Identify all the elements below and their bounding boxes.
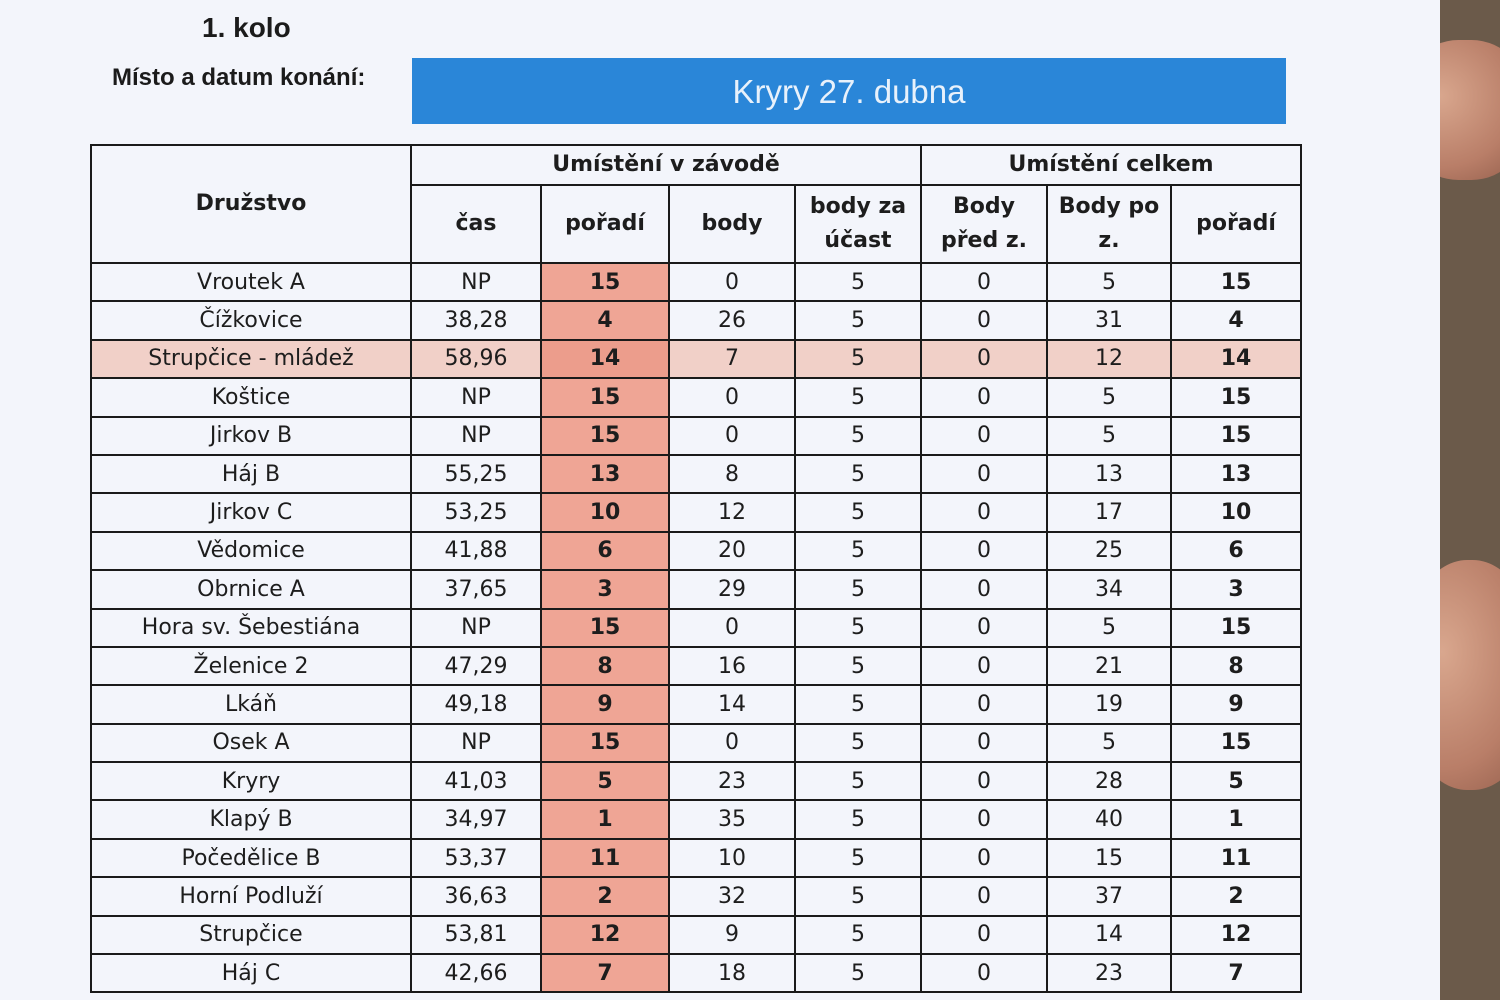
race-rank-cell: 5 [541, 762, 669, 800]
team-cell: Obrnice A [91, 570, 411, 608]
participation-points-cell: 5 [795, 762, 921, 800]
points-cell: 9 [669, 916, 795, 954]
table-row [91, 800, 1301, 838]
points-cell: 0 [669, 378, 795, 416]
table-row [91, 609, 1301, 647]
points-cell: 0 [669, 724, 795, 762]
total-rank-cell: 10 [1171, 493, 1301, 531]
race-rank-cell: 12 [541, 916, 669, 954]
total-rank-cell: 1 [1171, 800, 1301, 838]
points-after-cell: 23 [1047, 954, 1171, 992]
time-cell: 42,66 [411, 954, 541, 992]
points-before-cell: 0 [921, 417, 1047, 455]
team-cell: Jirkov B [91, 417, 411, 455]
points-cell: 32 [669, 877, 795, 915]
team-cell: Horní Podluží [91, 877, 411, 915]
team-cell: Počedělice B [91, 839, 411, 877]
points-after-cell: 5 [1047, 609, 1171, 647]
team-cell: Strupčice [91, 916, 411, 954]
participation-points-cell: 5 [795, 609, 921, 647]
points-cell: 12 [669, 493, 795, 531]
time-cell: NP [411, 609, 541, 647]
points-before-cell: 0 [921, 762, 1047, 800]
total-rank-cell: 5 [1171, 762, 1301, 800]
col-header-body-pred: Body před z. [921, 185, 1047, 263]
points-cell: 0 [669, 609, 795, 647]
race-rank-cell: 9 [541, 685, 669, 723]
team-cell: Háj B [91, 455, 411, 493]
points-cell: 23 [669, 762, 795, 800]
total-rank-cell: 9 [1171, 685, 1301, 723]
place-banner: Kryry 27. dubna [412, 58, 1286, 124]
race-rank-cell: 13 [541, 455, 669, 493]
points-after-cell: 5 [1047, 263, 1171, 301]
participation-points-cell: 5 [795, 800, 921, 838]
table-row [91, 954, 1301, 992]
time-cell: 49,18 [411, 685, 541, 723]
table-row [91, 532, 1301, 570]
race-rank-cell: 14 [541, 340, 669, 378]
time-cell: NP [411, 724, 541, 762]
points-after-cell: 31 [1047, 301, 1171, 339]
team-cell: Háj C [91, 954, 411, 992]
participation-points-cell: 5 [795, 532, 921, 570]
time-cell: 41,88 [411, 532, 541, 570]
team-cell: Lkáň [91, 685, 411, 723]
points-before-cell: 0 [921, 800, 1047, 838]
time-cell: 53,37 [411, 839, 541, 877]
participation-points-cell: 5 [795, 340, 921, 378]
total-rank-cell: 4 [1171, 301, 1301, 339]
col-header-body-ucast: body za účast [795, 185, 921, 263]
participation-points-cell: 5 [795, 916, 921, 954]
total-rank-cell: 7 [1171, 954, 1301, 992]
team-cell: Koštice [91, 378, 411, 416]
points-before-cell: 0 [921, 493, 1047, 531]
race-rank-cell: 11 [541, 839, 669, 877]
race-rank-cell: 10 [541, 493, 669, 531]
team-cell: Želenice 2 [91, 647, 411, 685]
total-rank-cell: 2 [1171, 877, 1301, 915]
race-rank-cell: 15 [541, 378, 669, 416]
total-rank-cell: 3 [1171, 570, 1301, 608]
place-label: Místo a datum konání: [112, 64, 366, 91]
points-cell: 20 [669, 532, 795, 570]
participation-points-cell: 5 [795, 724, 921, 762]
race-rank-cell: 15 [541, 609, 669, 647]
points-after-cell: 5 [1047, 724, 1171, 762]
race-rank-cell: 3 [541, 570, 669, 608]
total-rank-cell: 14 [1171, 340, 1301, 378]
table-row [91, 647, 1301, 685]
race-rank-cell: 7 [541, 954, 669, 992]
time-cell: 47,29 [411, 647, 541, 685]
time-cell: 38,28 [411, 301, 541, 339]
team-cell: Osek A [91, 724, 411, 762]
points-cell: 14 [669, 685, 795, 723]
results-table [90, 144, 1302, 993]
points-cell: 7 [669, 340, 795, 378]
participation-points-cell: 5 [795, 647, 921, 685]
points-after-cell: 40 [1047, 800, 1171, 838]
race-rank-cell: 2 [541, 877, 669, 915]
points-before-cell: 0 [921, 301, 1047, 339]
points-cell: 26 [669, 301, 795, 339]
total-rank-cell: 15 [1171, 724, 1301, 762]
team-cell: Vědomice [91, 532, 411, 570]
table-row [91, 493, 1301, 531]
points-before-cell: 0 [921, 685, 1047, 723]
points-after-cell: 5 [1047, 378, 1171, 416]
points-cell: 29 [669, 570, 795, 608]
results-body [91, 263, 1301, 992]
col-header-body-po: Body po z. [1047, 185, 1171, 263]
total-rank-cell: 12 [1171, 916, 1301, 954]
table-row [91, 455, 1301, 493]
team-cell: Kryry [91, 762, 411, 800]
participation-points-cell: 5 [795, 378, 921, 416]
total-rank-cell: 15 [1171, 378, 1301, 416]
points-before-cell: 0 [921, 839, 1047, 877]
race-rank-cell: 1 [541, 800, 669, 838]
total-rank-cell: 8 [1171, 647, 1301, 685]
race-rank-cell: 15 [541, 724, 669, 762]
time-cell: 58,96 [411, 340, 541, 378]
table-row [91, 877, 1301, 915]
table-row [91, 685, 1301, 723]
points-cell: 10 [669, 839, 795, 877]
table-row [91, 263, 1301, 301]
points-before-cell: 0 [921, 647, 1047, 685]
time-cell: NP [411, 378, 541, 416]
points-cell: 8 [669, 455, 795, 493]
time-cell: 37,65 [411, 570, 541, 608]
time-cell: 36,63 [411, 877, 541, 915]
points-before-cell: 0 [921, 916, 1047, 954]
participation-points-cell: 5 [795, 685, 921, 723]
race-rank-cell: 6 [541, 532, 669, 570]
table-row [91, 762, 1301, 800]
team-cell: Jirkov C [91, 493, 411, 531]
team-cell: Strupčice - mládež [91, 340, 411, 378]
col-header-body: body [669, 185, 795, 263]
participation-points-cell: 5 [795, 263, 921, 301]
points-before-cell: 0 [921, 570, 1047, 608]
team-column-header: Družstvo [91, 145, 411, 263]
race-group-header: Umístění v závodě [411, 145, 921, 185]
header-group-row [91, 145, 1301, 185]
col-header-poradi: pořadí [541, 185, 669, 263]
team-cell: Vroutek A [91, 263, 411, 301]
table-row [91, 570, 1301, 608]
time-cell: 53,81 [411, 916, 541, 954]
points-after-cell: 37 [1047, 877, 1171, 915]
time-cell: 55,25 [411, 455, 541, 493]
points-before-cell: 0 [921, 378, 1047, 416]
table-row [91, 724, 1301, 762]
race-rank-cell: 15 [541, 417, 669, 455]
participation-points-cell: 5 [795, 455, 921, 493]
points-before-cell: 0 [921, 954, 1047, 992]
round-title: 1. kolo [202, 12, 291, 43]
points-before-cell: 0 [921, 609, 1047, 647]
time-cell: NP [411, 417, 541, 455]
points-after-cell: 5 [1047, 417, 1171, 455]
team-cell: Čížkovice [91, 301, 411, 339]
team-cell: Klapý B [91, 800, 411, 838]
total-rank-cell: 13 [1171, 455, 1301, 493]
points-after-cell: 14 [1047, 916, 1171, 954]
col-header-cas: čas [411, 185, 541, 263]
total-rank-cell: 15 [1171, 263, 1301, 301]
points-before-cell: 0 [921, 455, 1047, 493]
race-rank-cell: 4 [541, 301, 669, 339]
points-cell: 16 [669, 647, 795, 685]
points-before-cell: 0 [921, 877, 1047, 915]
points-after-cell: 12 [1047, 340, 1171, 378]
participation-points-cell: 5 [795, 839, 921, 877]
points-cell: 0 [669, 263, 795, 301]
points-before-cell: 0 [921, 263, 1047, 301]
points-cell: 35 [669, 800, 795, 838]
total-group-header: Umístění celkem [921, 145, 1301, 185]
points-after-cell: 25 [1047, 532, 1171, 570]
points-before-cell: 0 [921, 532, 1047, 570]
points-after-cell: 19 [1047, 685, 1171, 723]
points-after-cell: 34 [1047, 570, 1171, 608]
race-rank-cell: 15 [541, 263, 669, 301]
points-cell: 18 [669, 954, 795, 992]
points-before-cell: 0 [921, 340, 1047, 378]
participation-points-cell: 5 [795, 570, 921, 608]
points-after-cell: 15 [1047, 839, 1171, 877]
points-before-cell: 0 [921, 724, 1047, 762]
total-rank-cell: 15 [1171, 417, 1301, 455]
table-row [91, 378, 1301, 416]
points-after-cell: 21 [1047, 647, 1171, 685]
total-rank-cell: 6 [1171, 532, 1301, 570]
table-row [91, 301, 1301, 339]
time-cell: 34,97 [411, 800, 541, 838]
total-rank-cell: 15 [1171, 609, 1301, 647]
time-cell: 41,03 [411, 762, 541, 800]
points-after-cell: 13 [1047, 455, 1171, 493]
table-row [91, 839, 1301, 877]
table-row [91, 340, 1301, 378]
team-cell: Hora sv. Šebestiána [91, 609, 411, 647]
participation-points-cell: 5 [795, 493, 921, 531]
participation-points-cell: 5 [795, 877, 921, 915]
participation-points-cell: 5 [795, 301, 921, 339]
points-after-cell: 17 [1047, 493, 1171, 531]
participation-points-cell: 5 [795, 954, 921, 992]
points-after-cell: 28 [1047, 762, 1171, 800]
points-cell: 0 [669, 417, 795, 455]
time-cell: NP [411, 263, 541, 301]
total-rank-cell: 11 [1171, 839, 1301, 877]
participation-points-cell: 5 [795, 417, 921, 455]
time-cell: 53,25 [411, 493, 541, 531]
race-rank-cell: 8 [541, 647, 669, 685]
table-row [91, 417, 1301, 455]
table-row [91, 916, 1301, 954]
col-header-poradi-celkem: pořadí [1171, 185, 1301, 263]
